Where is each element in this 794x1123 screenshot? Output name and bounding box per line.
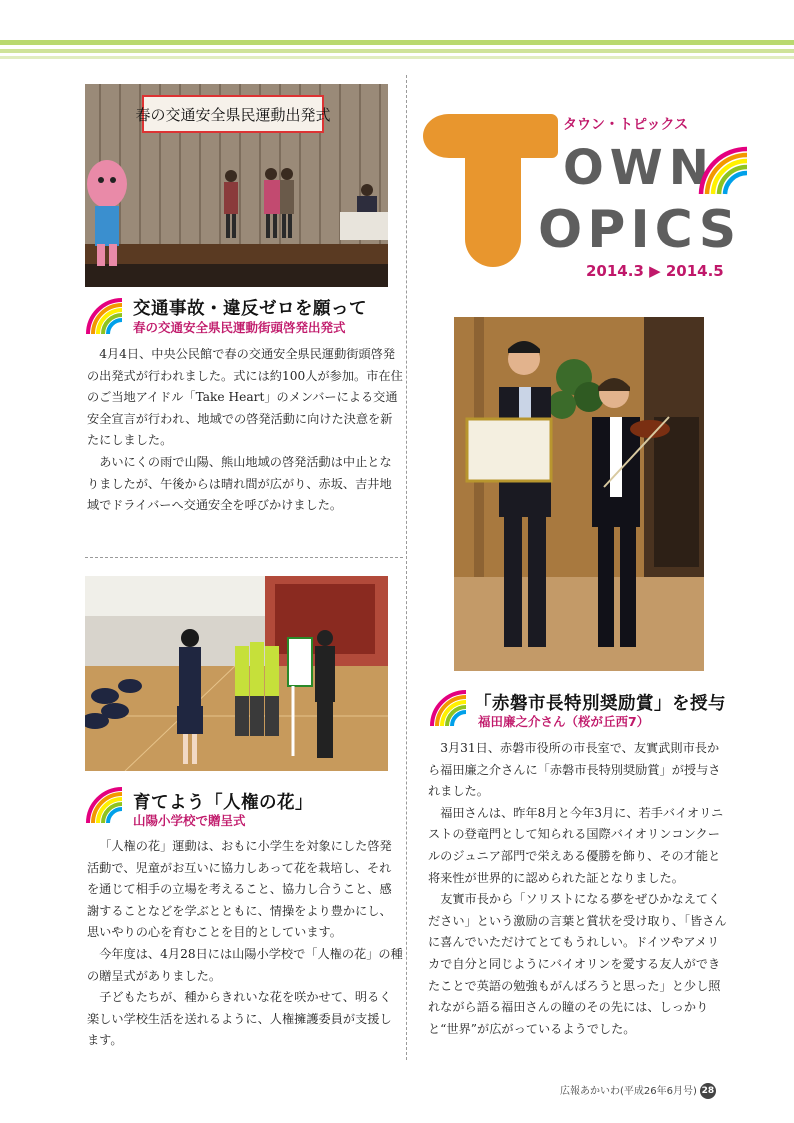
photo-banner-text: 春の交通安全県民運動出発式	[135, 106, 331, 124]
paragraph: 福田さんは、昨年8月と今年3月に、若手バイオリニストの登竜門として知られる国際バイオリンコンクールのジュニア部門で栄えある優勝を飾り、その才能と将来性が世界的に認められた証となりました。	[428, 805, 724, 885]
paragraph: 子どもたちが、種からきれいな花を咲かせて、明るく楽しい学校生活を送れるように、人権擁護委員が支援します。	[87, 990, 392, 1048]
school-gym-photo	[85, 576, 388, 771]
rainbow-icon	[86, 785, 126, 829]
article-body	[87, 836, 403, 1052]
date-range: 2014.3 ▶ 2014.5	[586, 262, 724, 280]
article-subtitle: 福田廉之介さん（桜が丘西7）	[478, 714, 650, 729]
paragraph: 今年度は、4月28日には山陽小学校で「人権の花」の種の贈呈式がありました。	[87, 946, 403, 983]
paragraph: 3月31日、赤磐市役所の市長室で、友實武則市長から福田廉之介さんに「赤磐市長特別奨励賞」が授与されました。	[428, 741, 721, 799]
header-stripe-top	[0, 40, 794, 45]
paragraph: 「人権の花」運動は、おもに小学生を対象にした啓発活動で、児童がお互いに協力しあって花を栽培し、それを通じて相手の立場を考えること、協力し合うこと、感謝することなどを学ぶとともに、情操をより豊かにし、思いやりの心を育むことを目的としています。	[87, 839, 392, 940]
award-ceremony-photo	[454, 317, 704, 671]
article-subtitle: 春の交通安全県民運動街頭啓発出発式	[133, 320, 346, 335]
page-number: 28	[700, 1083, 716, 1099]
column-divider	[406, 75, 407, 1060]
town-topics-line2: OPICS	[538, 200, 742, 260]
article-title: 交通事故・違反ゼロを願って	[133, 299, 367, 319]
article-title: 「赤磐市長特別奨励賞」を授与	[474, 694, 726, 714]
article-divider	[85, 557, 403, 558]
page-footer	[560, 1082, 716, 1099]
town-topics-line1: OWN	[563, 140, 715, 196]
paragraph: あいにくの雨で山陽、熊山地域の啓発活動は中止となりましたが、午後からは晴れ間が広がり、赤坂、吉井地域でドライバーへ交通安全を呼びかけました。	[87, 454, 392, 513]
paragraph: 4月4日、中央公民館で春の交通安全県民運動街頭啓発の出発式が行われました。式には約100人が参加。市在住のご当地アイドル「Take Heart」のメンバーによる交通安全宣言が行われ、地域での啓発活動に向けた決意を新たにしました。	[87, 347, 403, 448]
article-body	[428, 738, 731, 1040]
header-stripe-bottom	[0, 56, 794, 59]
rainbow-icon	[430, 688, 472, 732]
traffic-safety-ceremony-photo	[85, 84, 388, 287]
rainbow-icon	[86, 296, 126, 340]
paragraph: 友實市長から「ソリストになる夢をぜひかなえてください」という激励の言葉と賞状を受け取り、「皆さんに喜んでいただけてとてもうれしい。ドイツやアメリカで自分と同じようにバイオリンを愛する友人ができたことで英語の勉強もがんばろうと思った」と少し照れながら語る福田さんの瞳のその先には、しっかりと“世界”が広がっているようでした。	[428, 892, 727, 1036]
article-subtitle: 山陽小学校で贈呈式	[133, 813, 246, 828]
article-body	[87, 344, 403, 517]
town-topics-japanese-title: タウン・トピックス	[563, 117, 689, 133]
rainbow-icon	[698, 146, 750, 200]
publication-name: 広報あかいわ(平成26年6月号)	[560, 1086, 697, 1097]
header-stripe-middle	[0, 49, 794, 53]
article-title: 育てよう「人権の花」	[133, 793, 313, 813]
